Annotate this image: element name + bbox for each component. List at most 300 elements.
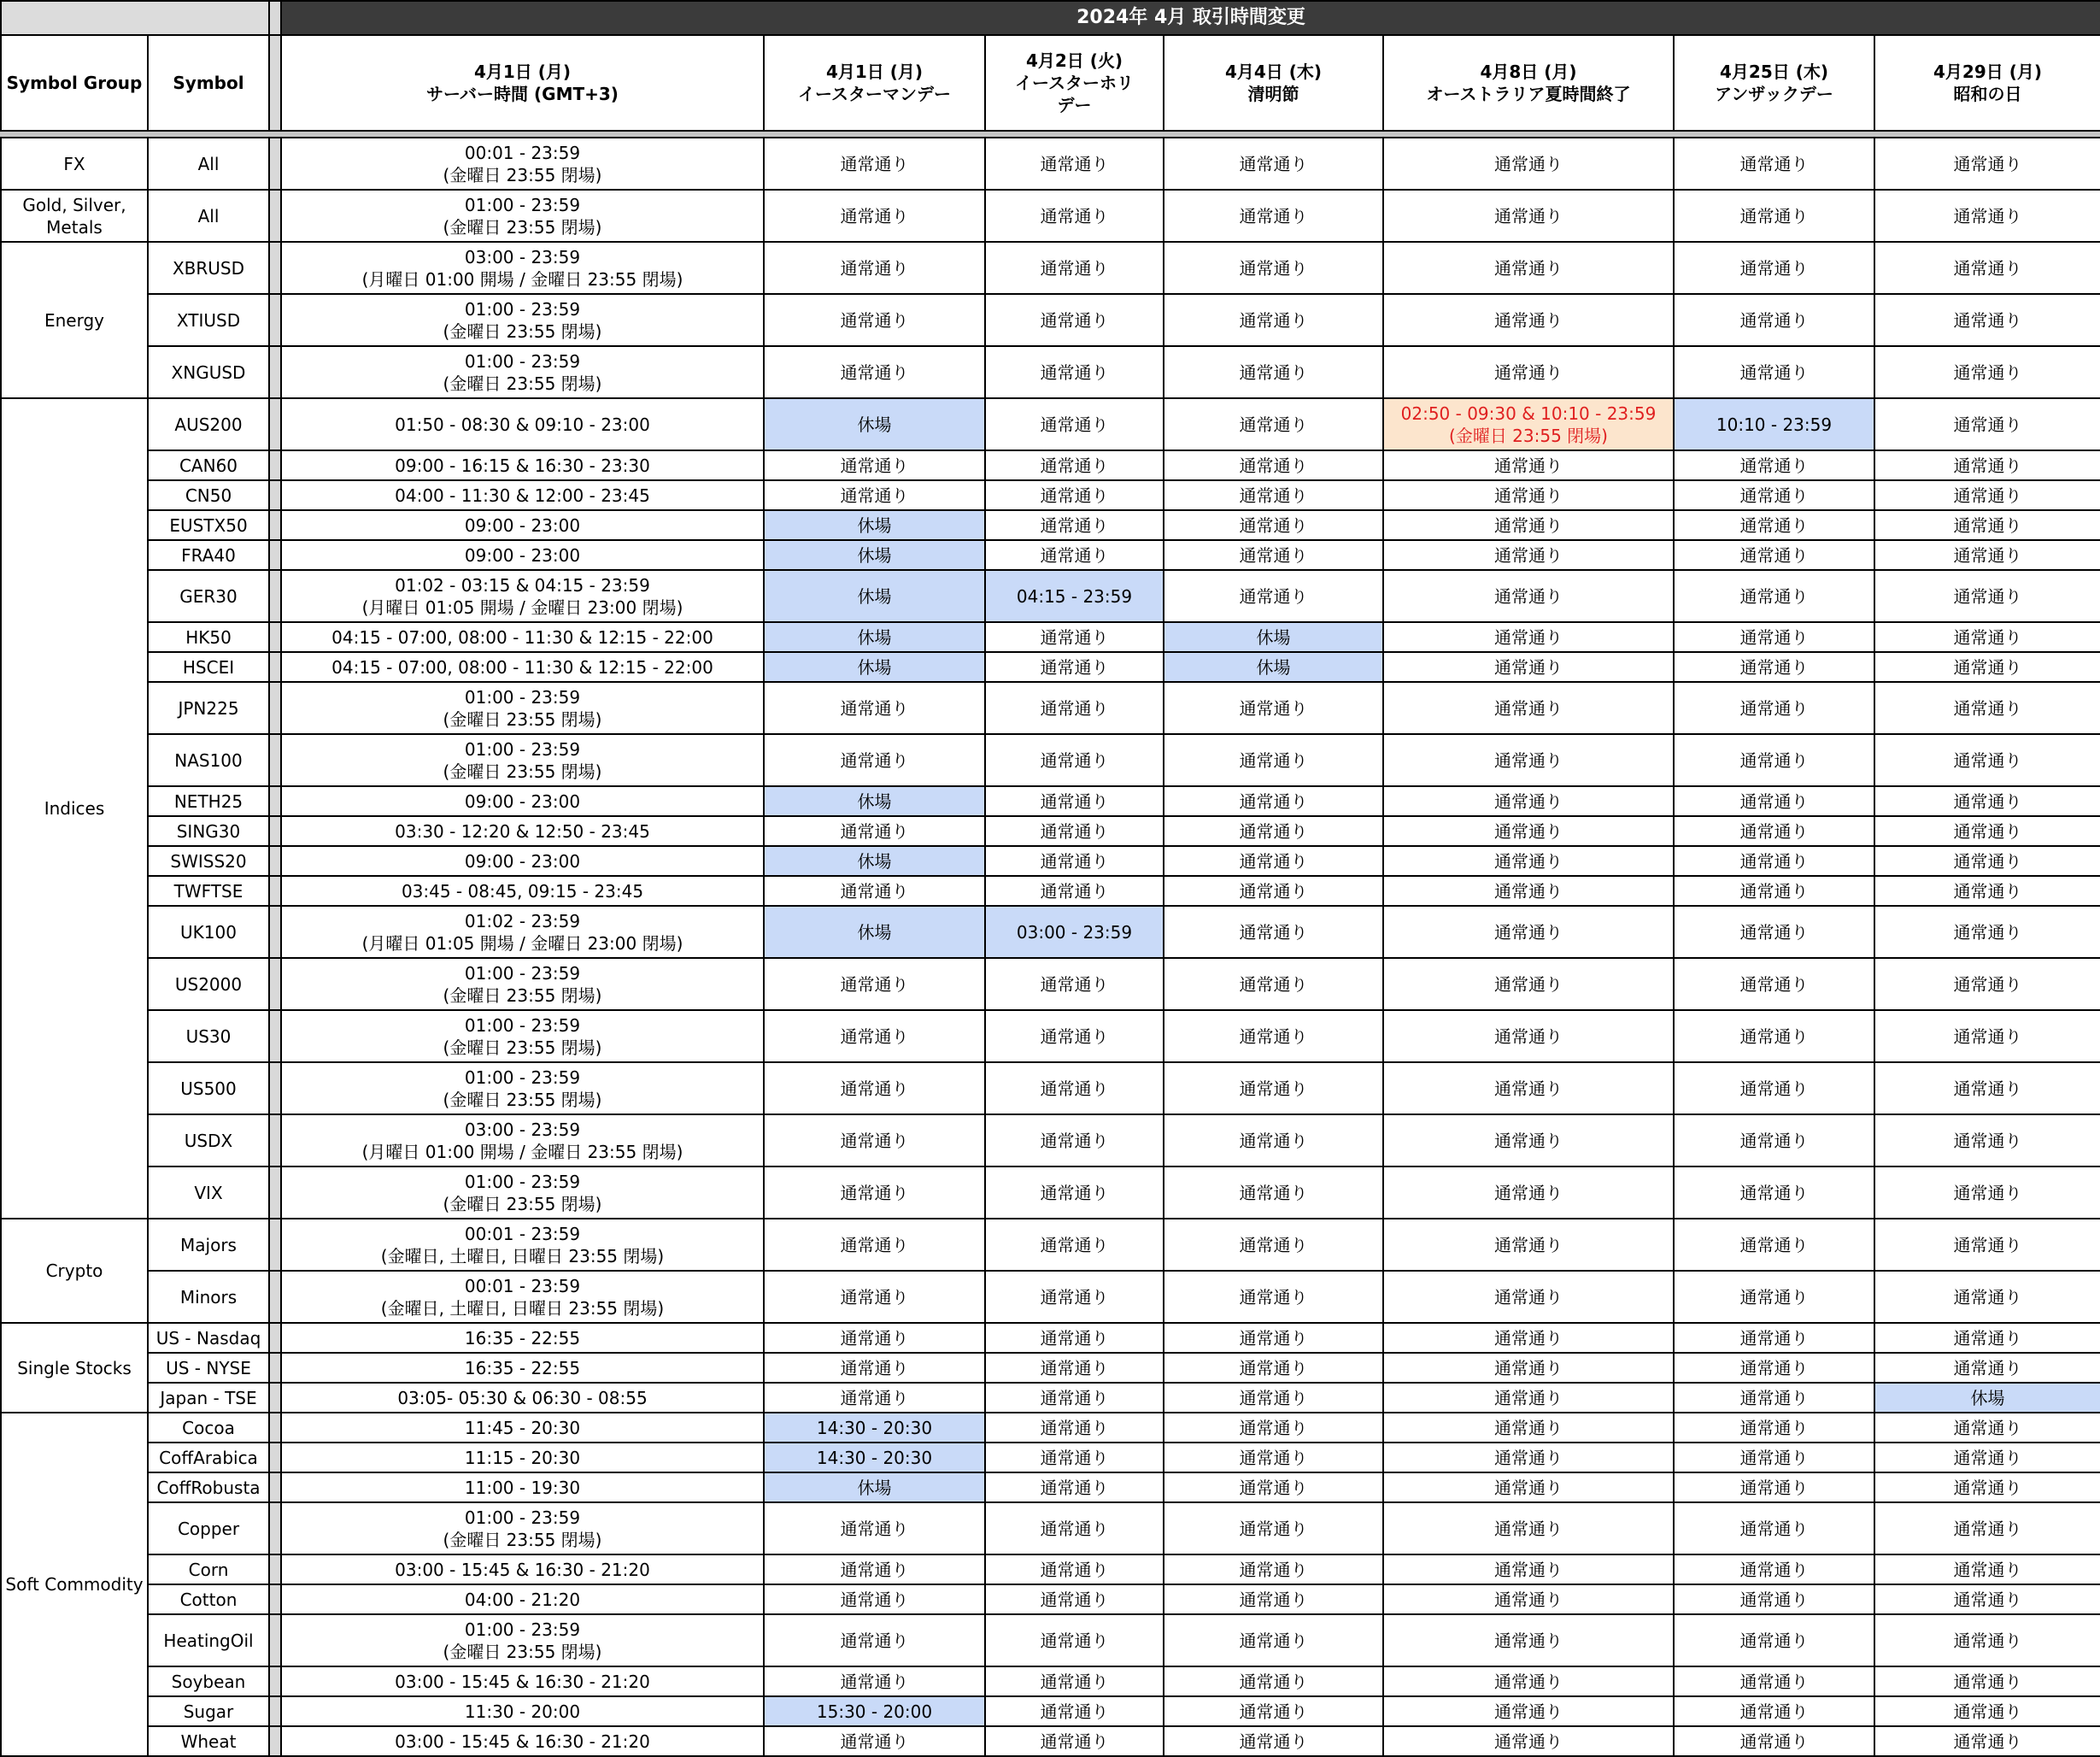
table-row [1,450,2100,480]
header-date-apr1 [764,35,985,131]
date-status-cell: 通常通り [764,242,985,294]
column-separator [269,958,281,1010]
cell-line: (金曜日 23:55 閉場) [443,373,602,394]
symbol-group-cell: Gold, Silver, Metals [1,190,148,242]
column-separator [269,1666,281,1696]
column-separator [269,1353,281,1383]
symbol-cell: CAN60 [148,450,269,480]
cell-line: 09:00 - 23:00 [464,790,581,812]
date-status-cell [1874,1383,2100,1413]
date-status-cell: 通常通り [1874,190,2100,242]
date-status-cell: 通常通り [1164,398,1383,450]
date-status-cell: 通常通り [1874,450,2100,480]
date-status-cell: 通常通り [1874,1443,2100,1472]
symbol-cell: VIX [148,1166,269,1219]
date-status-cell [764,1696,985,1726]
server-time-cell [281,1666,764,1696]
cell-line: 01:00 - 23:59 [464,298,581,320]
cell-line: 休場 [1970,1387,2005,1408]
date-status-cell: 通常通り [1383,1614,1674,1666]
date-status-cell: 通常通り [1383,682,1674,734]
cell-line: 02:50 - 09:30 & 10:10 - 23:59 [1400,403,1657,424]
date-status-cell: 通常通り [985,876,1164,906]
date-status-cell: 通常通り [1383,294,1674,346]
server-time-cell [281,1696,764,1726]
date-status-cell: 通常通り [1674,958,1874,1010]
column-separator [269,398,281,450]
date-status-cell: 通常通り [1674,450,1874,480]
date-status-cell: 通常通り [1383,1271,1674,1323]
cell-line: 03:00 - 15:45 & 16:30 - 21:20 [395,1559,650,1580]
date-status-cell: 通常通り [1383,1383,1674,1413]
date-status-cell [764,398,985,450]
date-status-cell: 通常通り [1874,1554,2100,1584]
cell-line: 01:00 - 23:59 [464,962,581,984]
date-status-cell: 通常通り [1164,1062,1383,1114]
date-status-cell: 通常通り [985,242,1164,294]
date-status-cell: 通常通り [764,294,985,346]
symbol-cell: US - NYSE [148,1353,269,1383]
date-status-cell: 通常通り [1383,1584,1674,1614]
server-time-cell [281,1584,764,1614]
date-status-cell: 通常通り [1674,138,1874,190]
cell-line: 休場 [857,921,892,943]
date-status-cell: 通常通り [764,876,985,906]
date-status-cell: 通常通り [1164,480,1383,510]
date-status-cell [764,652,985,682]
date-status-cell: 通常通り [1674,1062,1874,1114]
cell-line: (金曜日 23:55 閉場) [1449,425,1608,446]
table-row [1,480,2100,510]
table-row [1,570,2100,622]
date-status-cell: 通常通り [1383,138,1674,190]
table-row [1,906,2100,958]
date-status-cell: 通常通り [1164,876,1383,906]
date-status-cell: 通常通り [764,1383,985,1413]
date-status-cell: 通常通り [764,1614,985,1666]
date-status-cell: 通常通り [1383,652,1674,682]
date-status-cell: 通常通り [1383,1726,1674,1756]
server-time-cell [281,876,764,906]
date-status-cell: 通常通り [1383,1166,1674,1219]
date-status-cell: 通常通り [764,682,985,734]
cell-line: 11:15 - 20:30 [464,1447,581,1468]
date-status-cell: 通常通り [985,652,1164,682]
server-time-cell [281,570,764,622]
date-status-cell: 通常通り [1674,190,1874,242]
column-separator [269,1584,281,1614]
symbol-cell: FRA40 [148,540,269,570]
date-status-cell: 通常通り [764,1062,985,1114]
date-status-cell: 通常通り [1874,1502,2100,1554]
server-time-cell [281,1502,764,1554]
date-status-cell: 通常通り [1674,786,1874,816]
date-status-cell: 通常通り [1674,1666,1874,1696]
cell-line: 03:05- 05:30 & 06:30 - 08:55 [397,1387,648,1408]
date-status-cell: 通常通り [985,1353,1164,1383]
symbol-cell: US - Nasdaq [148,1323,269,1353]
header-date-apr25 [1674,35,1874,131]
date-status-cell: 通常通り [985,294,1164,346]
date-status-cell: 通常通り [764,1726,985,1756]
date-status-cell: 通常通り [1674,510,1874,540]
date-status-cell: 通常通り [1164,570,1383,622]
date-status-cell: 通常通り [1383,846,1674,876]
table-body [1,138,2100,1756]
date-status-cell: 通常通り [1874,1166,2100,1219]
date-status-cell: 通常通り [1164,1696,1383,1726]
server-time-cell [281,1726,764,1756]
date-status-cell: 通常通り [1874,398,2100,450]
table-row [1,786,2100,816]
column-separator [269,786,281,816]
table-row [1,958,2100,1010]
cell-line: (月曜日 01:00 開場 / 金曜日 23:55 閉場) [361,1141,683,1162]
date-status-cell: 通常通り [1383,346,1674,398]
column-separator [269,1472,281,1502]
date-status-cell: 通常通り [1674,1726,1874,1756]
symbol-cell: Copper [148,1502,269,1554]
date-status-cell: 通常通り [1164,1443,1383,1472]
symbol-cell: US30 [148,1010,269,1062]
cell-line: (月曜日 01:05 開場 / 金曜日 23:00 閉場) [361,932,683,954]
date-status-cell: 通常通り [1874,734,2100,786]
date-status-cell: 通常通り [1383,1323,1674,1353]
symbol-group-cell: Soft Commodity [1,1413,148,1756]
symbol-cell: SING30 [148,816,269,846]
header-line: 4月29日 (月) [1933,62,2042,82]
symbol-cell: Cocoa [148,1413,269,1443]
date-status-cell: 通常通り [1874,786,2100,816]
date-status-cell: 通常通り [985,510,1164,540]
date-status-cell: 通常通り [1383,1696,1674,1726]
date-status-cell: 通常通り [985,682,1164,734]
cell-line: 03:00 - 15:45 & 16:30 - 21:20 [395,1671,650,1692]
symbol-cell: Wheat [148,1726,269,1756]
cell-line: 03:00 - 15:45 & 16:30 - 21:20 [395,1731,650,1752]
date-status-cell: 通常通り [985,1696,1164,1726]
date-status-cell [1674,398,1874,450]
date-status-cell: 通常通り [1874,540,2100,570]
date-status-cell: 通常通り [1674,1353,1874,1383]
header-line: アンザックデー [1715,84,1833,104]
date-status-cell: 通常通り [1674,734,1874,786]
date-status-cell: 通常通り [985,958,1164,1010]
table-row [1,138,2100,190]
cell-line: (金曜日 23:55 閉場) [443,216,602,238]
symbol-cell: UK100 [148,906,269,958]
cell-line: (金曜日 23:55 閉場) [443,1641,602,1662]
date-status-cell: 通常通り [1383,510,1674,540]
table-row [1,1472,2100,1502]
date-status-cell: 通常通り [1164,786,1383,816]
cell-line: 04:15 - 07:00, 08:00 - 11:30 & 12:15 - 22:00 [331,626,713,648]
date-status-cell: 通常通り [985,1726,1164,1756]
date-status-cell: 通常通り [1164,450,1383,480]
date-status-cell: 通常通り [1164,510,1383,540]
table-row [1,1062,2100,1114]
date-status-cell: 通常通り [1874,1666,2100,1696]
server-time-cell [281,450,764,480]
date-status-cell: 通常通り [1164,1726,1383,1756]
column-separator [269,242,281,294]
cell-line: 00:01 - 23:59 [464,142,581,163]
column-separator [269,1,281,35]
column-separator [269,682,281,734]
symbol-cell: EUSTX50 [148,510,269,540]
header-symbol: Symbol [148,35,269,131]
cell-line: 09:00 - 16:15 & 16:30 - 23:30 [395,455,650,476]
column-separator [269,480,281,510]
cell-line: 休場 [857,790,892,812]
date-status-cell: 通常通り [764,1554,985,1584]
header-line: 清明節 [1247,84,1299,104]
header-gap [1,131,2100,138]
table-row [1,1443,2100,1472]
column-separator [269,1696,281,1726]
cell-line: (金曜日, 土曜日, 日曜日 23:55 閉場) [380,1297,665,1319]
date-status-cell: 通常通り [1674,846,1874,876]
date-status-cell [764,540,985,570]
symbol-cell: Soybean [148,1666,269,1696]
date-status-cell: 通常通り [1674,1413,1874,1443]
date-status-cell: 通常通り [1674,1554,1874,1584]
table-row [1,510,2100,540]
date-status-cell: 通常通り [1674,906,1874,958]
cell-line: 休場 [857,1477,892,1498]
cell-line: 01:00 - 23:59 [464,350,581,372]
date-status-cell: 通常通り [1874,480,2100,510]
table-row [1,1614,2100,1666]
date-status-cell: 通常通り [1674,480,1874,510]
date-status-cell: 通常通り [1164,1323,1383,1353]
cell-line: (金曜日, 土曜日, 日曜日 23:55 閉場) [380,1245,665,1266]
date-status-cell: 通常通り [1674,1696,1874,1726]
date-status-cell: 通常通り [985,846,1164,876]
server-time-cell [281,652,764,682]
column-separator [269,906,281,958]
date-status-cell: 通常通り [1674,1166,1874,1219]
symbol-cell: Japan - TSE [148,1383,269,1413]
date-status-cell: 通常通り [1674,1323,1874,1353]
header-line: 4月4日 (木) [1224,62,1323,82]
server-time-cell [281,958,764,1010]
symbol-cell: US500 [148,1062,269,1114]
cell-line: 01:02 - 23:59 [464,910,581,931]
table-row [1,734,2100,786]
column-separator [269,846,281,876]
date-status-cell: 通常通り [1383,540,1674,570]
column-separator [269,570,281,622]
date-status-cell: 通常通り [1164,1614,1383,1666]
symbol-group-cell: FX [1,138,148,190]
symbol-cell: Cotton [148,1584,269,1614]
date-status-cell: 通常通り [1383,570,1674,622]
table-row [1,1219,2100,1271]
date-status-cell: 通常通り [1674,1443,1874,1472]
date-status-cell: 通常通り [1874,242,2100,294]
date-status-cell: 通常通り [1383,786,1674,816]
symbol-cell: NAS100 [148,734,269,786]
date-status-cell: 通常通り [1164,294,1383,346]
header-date-apr8 [1383,35,1674,131]
symbol-cell: USDX [148,1114,269,1166]
date-status-cell: 通常通り [1383,734,1674,786]
symbol-cell: CoffArabica [148,1443,269,1472]
cell-line: (金曜日 23:55 閉場) [443,1529,602,1550]
cell-line: 14:30 - 20:30 [816,1417,933,1438]
cell-line: 16:35 - 22:55 [464,1357,581,1378]
server-time-cell [281,1383,764,1413]
date-status-cell: 通常通り [764,346,985,398]
cell-line: 04:15 - 23:59 [1016,585,1133,607]
date-status-cell: 通常通り [1164,190,1383,242]
cell-line: (金曜日 23:55 閉場) [443,164,602,185]
date-status-cell: 通常通り [764,1323,985,1353]
date-status-cell: 通常通り [985,1166,1164,1219]
date-status-cell: 通常通り [1674,1271,1874,1323]
date-status-cell: 通常通り [1383,1062,1674,1114]
date-status-cell [764,510,985,540]
date-status-cell: 通常通り [1674,1114,1874,1166]
date-status-cell: 通常通り [764,1114,985,1166]
date-status-cell: 通常通り [985,1271,1164,1323]
date-status-cell: 通常通り [1383,1554,1674,1584]
column-separator [269,1219,281,1271]
date-status-cell: 通常通り [1383,1443,1674,1472]
date-status-cell: 通常通り [1164,1010,1383,1062]
date-status-cell: 通常通り [1674,682,1874,734]
server-time-cell [281,1614,764,1666]
column-separator [269,622,281,652]
date-status-cell: 通常通り [985,190,1164,242]
column-separator [269,35,281,131]
date-status-cell: 通常通り [1383,480,1674,510]
date-status-cell: 通常通り [1674,622,1874,652]
cell-line: 00:01 - 23:59 [464,1223,581,1244]
date-status-cell: 通常通り [1164,138,1383,190]
cell-line: 11:00 - 19:30 [464,1477,581,1498]
date-status-cell: 通常通り [764,138,985,190]
date-status-cell: 通常通り [985,480,1164,510]
server-time-cell [281,1443,764,1472]
header-line: 4月8日 (月) [1480,62,1577,82]
server-time-cell [281,816,764,846]
table-row [1,682,2100,734]
table-row [1,846,2100,876]
date-status-cell: 通常通り [1874,682,2100,734]
server-time-cell [281,846,764,876]
date-status-cell: 通常通り [764,958,985,1010]
date-status-cell: 通常通り [985,786,1164,816]
table-row [1,1502,2100,1554]
server-time-cell [281,1166,764,1219]
column-separator [269,1726,281,1756]
date-status-cell: 通常通り [985,398,1164,450]
date-status-cell: 通常通り [1874,958,2100,1010]
date-status-cell: 通常通り [764,734,985,786]
cell-line: 01:00 - 23:59 [464,686,581,708]
table-title: 2024年 4月 取引時間変更 [281,1,2100,35]
column-separator [269,816,281,846]
column-separator [269,450,281,480]
date-status-cell: 通常通り [985,1472,1164,1502]
header-server-time [281,35,764,131]
server-time-cell [281,1271,764,1323]
cell-line: 14:30 - 20:30 [816,1447,933,1468]
symbol-group-cell: Crypto [1,1219,148,1323]
date-status-cell: 通常通り [1674,1383,1874,1413]
column-separator [269,138,281,190]
date-status-cell: 通常通り [1164,1353,1383,1383]
date-status-cell: 通常通り [985,450,1164,480]
server-time-cell [281,480,764,510]
date-status-cell: 通常通り [1164,1502,1383,1554]
date-status-cell: 通常通り [1874,1614,2100,1666]
table-row [1,1696,2100,1726]
date-status-cell: 通常通り [1383,450,1674,480]
cell-line: (金曜日 23:55 閉場) [443,1037,602,1058]
symbol-group-cell: Indices [1,398,148,1219]
date-status-cell: 通常通り [1383,906,1674,958]
date-status-cell: 通常通り [985,1614,1164,1666]
date-status-cell [764,1413,985,1443]
date-status-cell: 通常通り [985,1323,1164,1353]
header-line: オーストラリア夏時間終了 [1426,84,1631,104]
date-status-cell: 通常通り [1383,1010,1674,1062]
date-status-cell: 通常通り [1164,734,1383,786]
header-line: 4月1日 (月) [825,62,924,82]
date-status-cell: 通常通り [1383,1114,1674,1166]
symbol-cell: XBRUSD [148,242,269,294]
cell-line: 03:00 - 23:59 [464,1119,581,1140]
cell-line: 03:45 - 08:45, 09:15 - 23:45 [401,880,644,902]
cell-line: (金曜日 23:55 閉場) [443,1089,602,1110]
symbol-cell: Sugar [148,1696,269,1726]
cell-line: (金曜日 23:55 閉場) [443,708,602,730]
date-status-cell: 通常通り [1874,906,2100,958]
date-status-cell: 通常通り [1383,816,1674,846]
date-status-cell: 通常通り [764,1584,985,1614]
cell-line: 休場 [1256,656,1291,678]
date-status-cell: 通常通り [1164,906,1383,958]
cell-line: 休場 [857,414,892,435]
cell-line: 休場 [1256,626,1291,648]
column-separator [269,346,281,398]
symbol-group-cell: Single Stocks [1,1323,148,1413]
table-row [1,1010,2100,1062]
date-status-cell: 通常通り [764,1502,985,1554]
cell-line: (金曜日 23:55 閉場) [443,320,602,342]
header-line: 4月1日 (月) [473,62,572,82]
date-status-cell: 通常通り [764,1353,985,1383]
date-status-cell: 通常通り [1164,1114,1383,1166]
symbol-cell: HSCEI [148,652,269,682]
symbol-cell: All [148,190,269,242]
date-status-cell: 通常通り [985,1554,1164,1584]
server-time-cell [281,682,764,734]
date-status-cell: 通常通り [1874,816,2100,846]
server-time-cell [281,1323,764,1353]
table-row [1,1383,2100,1413]
symbol-cell: GER30 [148,570,269,622]
date-status-cell: 通常通り [764,816,985,846]
date-status-cell: 通常通り [1383,1413,1674,1443]
cell-line: 休場 [857,544,892,566]
column-separator [269,1614,281,1666]
date-status-cell: 通常通り [985,1383,1164,1413]
symbol-cell: AUS200 [148,398,269,450]
